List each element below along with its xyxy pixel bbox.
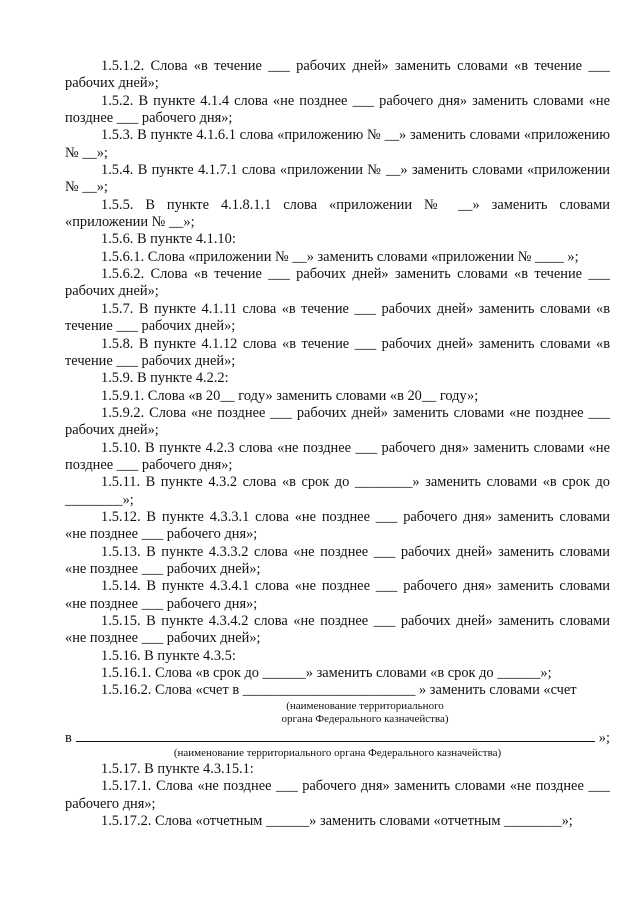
fill-line-underline: [76, 729, 595, 742]
paragraph-1-5-10: 1.5.10. В пункте 4.2.3 слова «не позднее ___ рабочего дня» заменить словами «не позднее ___ рабочего дня»;: [65, 439, 610, 473]
paragraph-1-5-3: 1.5.3. В пункте 4.1.6.1 слова «приложению № __» заменить словами «приложению № __»;: [65, 127, 610, 161]
paragraph-1-5-11: 1.5.11. В пункте 4.3.2 слова «в срок до ________» заменить словами «в срок до ________»;: [65, 474, 610, 508]
caption-1-line-2: органа Федерального казначейства): [281, 712, 449, 725]
document-page: [65, 58, 610, 830]
fill-line-prefix: в: [65, 729, 72, 746]
paragraph-1-5-9-1: 1.5.9.1. Слова «в 20__ году» заменить словами «в 20__ году»;: [101, 387, 479, 404]
paragraph-1-5-17-1: 1.5.17.1. Слова «не позднее ___ рабочего дня» заменить словами «не позднее ___ рабочего дня»;: [65, 778, 610, 812]
paragraph-1-5-13: 1.5.13. В пункте 4.3.3.2 слова «не позднее ___ рабочих дней» заменить словами «не позднее ___ рабочих дней»;: [65, 543, 610, 577]
paragraph-1-5-2: 1.5.2. В пункте 4.1.4 слова «не позднее ___ рабочего дня» заменить словами «не позднее ___ рабочего дня»;: [65, 92, 610, 127]
fill-line-suffix: »;: [598, 729, 610, 746]
paragraph-1-5-17: 1.5.17. В пункте 4.3.15.1:: [101, 761, 254, 778]
paragraph-1-5-9-2: 1.5.9.2. Слова «не позднее ___ рабочих дней» заменить словами «не позднее ___ рабочих дней»;: [65, 404, 610, 439]
caption-territorial-body-1: [215, 700, 515, 726]
paragraph-1-5-4: 1.5.4. В пункте 4.1.7.1 слова «приложении № __» заменить словами «приложении № __»;: [65, 162, 610, 196]
territorial-body-fill-line: [65, 729, 610, 747]
paragraph-1-5-15: 1.5.15. В пункте 4.3.4.2 слова «не позднее ___ рабочих дней» заменить словами «не позднее ___ рабочих дней»;: [65, 613, 610, 647]
paragraph-1-5-14: 1.5.14. В пункте 4.3.4.1 слова «не позднее ___ рабочего дня» заменить словами «не позднее ___ рабочего дня»;: [65, 578, 610, 612]
paragraph-1-5-16-2: 1.5.16.2. Слова «счет в ________________________ » заменить словами «счет: [101, 682, 577, 699]
paragraph-1-5-17-2: 1.5.17.2. Слова «отчетным ______» заменить словами «отчетным ________»;: [101, 813, 573, 830]
caption-1-line-1: (наименование территориального: [286, 699, 444, 712]
paragraph-1-5-16: 1.5.16. В пункте 4.3.5:: [101, 647, 236, 664]
paragraph-1-5-9: 1.5.9. В пункте 4.2.2:: [101, 370, 229, 387]
paragraph-1-5-8: 1.5.8. В пункте 4.1.12 слова «в течение ___ рабочих дней» заменить словами «в течение ___ рабочих дней»;: [65, 335, 610, 369]
paragraph-1-5-6-1: 1.5.6.1. Слова «приложении № __» заменить словами «приложении № ____ »;: [101, 248, 579, 265]
paragraph-1-5-7: 1.5.7. В пункте 4.1.11 слова «в течение ___ рабочих дней» заменить словами «в течение ___ рабочих дней»;: [65, 300, 610, 335]
paragraph-1-5-12: 1.5.12. В пункте 4.3.3.1 слова «не позднее ___ рабочего дня» заменить словами «не позднее ___ рабочего дня»;: [65, 508, 610, 543]
paragraph-1-5-6-2: 1.5.6.2. Слова «в течение ___ рабочих дней» заменить словами «в течение ___ рабочих дней»;: [65, 266, 610, 300]
paragraph-1-5-1-2: 1.5.1.2. Слова «в течение ___ рабочих дней» заменить словами «в течение ___ рабочих дней»;: [65, 58, 610, 92]
paragraph-1-5-16-1: 1.5.16.1. Слова «в срок до ______» заменить словами «в срок до ______»;: [101, 665, 552, 682]
caption-territorial-body-2: (наименование территориального органа Федерального казначейства): [173, 747, 502, 760]
paragraph-1-5-6: 1.5.6. В пункте 4.1.10:: [101, 231, 236, 248]
paragraph-1-5-5: 1.5.5. В пункте 4.1.8.1.1 слова «приложении № __» заменить словами «приложении № __»;: [65, 196, 610, 231]
